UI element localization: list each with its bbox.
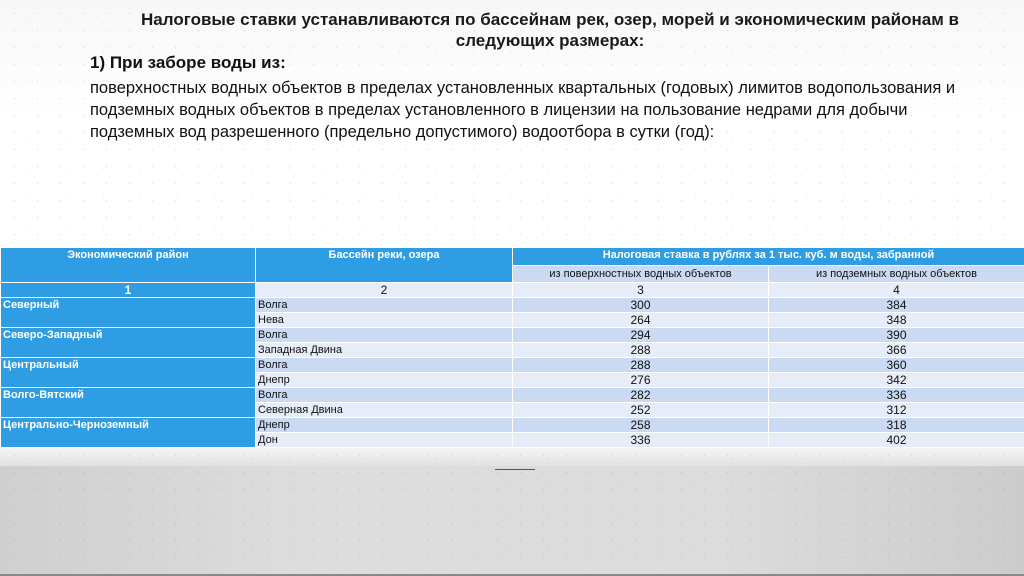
surface-rate-cell: 258 — [513, 418, 769, 433]
underground-rate-cell: 318 — [769, 418, 1024, 433]
underground-rate-cell: 348 — [769, 313, 1024, 328]
header-rate: Налоговая ставка в рублях за 1 тыс. куб. м воды, забранной — [513, 248, 1024, 266]
decorative-dash — [495, 469, 535, 470]
underground-rate-cell: 384 — [769, 298, 1024, 313]
underground-rate-cell: 342 — [769, 373, 1024, 388]
basin-cell: Волга — [256, 298, 513, 313]
table-row — [1, 328, 1024, 343]
underground-rate-cell: 402 — [769, 433, 1024, 448]
column-number: 4 — [769, 283, 1024, 298]
header-surface: из поверхностных водных объектов — [513, 265, 769, 283]
region-cell: Северный — [1, 298, 256, 328]
basin-cell: Нева — [256, 313, 513, 328]
region-cell: Центральный — [1, 358, 256, 388]
surface-rate-cell: 252 — [513, 403, 769, 418]
header-row-1 — [1, 248, 1024, 266]
underground-rate-cell: 312 — [769, 403, 1024, 418]
surface-rate-cell: 288 — [513, 358, 769, 373]
column-number: 3 — [513, 283, 769, 298]
column-number: 1 — [1, 283, 256, 298]
body-paragraph: поверхностных водных объектов в пределах установленных квартальных (годовых) лимитов водопользования и подземных водных объектов в пределах установленного в лицензии на пользование недрами для добычи подземных вод разрешенного (предельно допустимого) водоотбора в сутки (год): — [90, 79, 956, 141]
surface-rate-cell: 300 — [513, 298, 769, 313]
basin-cell: Днепр — [256, 418, 513, 433]
surface-rate-cell: 276 — [513, 373, 769, 388]
surface-rate-cell: 294 — [513, 328, 769, 343]
basin-cell: Волга — [256, 358, 513, 373]
column-number: 2 — [256, 283, 513, 298]
tax-rate-table — [0, 247, 1024, 448]
basin-cell: Волга — [256, 388, 513, 403]
basin-cell: Днепр — [256, 373, 513, 388]
column-number-row — [1, 283, 1024, 298]
region-cell: Волго-Вятский — [1, 388, 256, 418]
table-row — [1, 298, 1024, 313]
surface-rate-cell: 282 — [513, 388, 769, 403]
basin-cell: Дон — [256, 433, 513, 448]
table-row — [1, 418, 1024, 433]
subheading: 1) При заборе воды из: — [90, 53, 286, 72]
table-row — [1, 358, 1024, 373]
underground-rate-cell: 360 — [769, 358, 1024, 373]
basin-cell: Волга — [256, 328, 513, 343]
underground-rate-cell: 390 — [769, 328, 1024, 343]
basin-cell: Северная Двина — [256, 403, 513, 418]
table-row — [1, 388, 1024, 403]
underground-rate-cell: 366 — [769, 343, 1024, 358]
header-underground: из подземных водных объектов — [769, 265, 1024, 283]
region-cell: Северо-Западный — [1, 328, 256, 358]
header-region: Экономический район — [1, 248, 256, 283]
underground-rate-cell: 336 — [769, 388, 1024, 403]
surface-rate-cell: 264 — [513, 313, 769, 328]
slide-title: Налоговые ставки устанавливаются по бассейнам рек, озер, морей и экономическим районам в следующих размерах: — [141, 10, 959, 50]
surface-rate-cell: 336 — [513, 433, 769, 448]
surface-rate-cell: 288 — [513, 343, 769, 358]
basin-cell: Западная Двина — [256, 343, 513, 358]
bottom-band — [0, 466, 1024, 576]
header-basin: Бассейн реки, озера — [256, 248, 513, 283]
region-cell: Центрально-Черноземный — [1, 418, 256, 448]
